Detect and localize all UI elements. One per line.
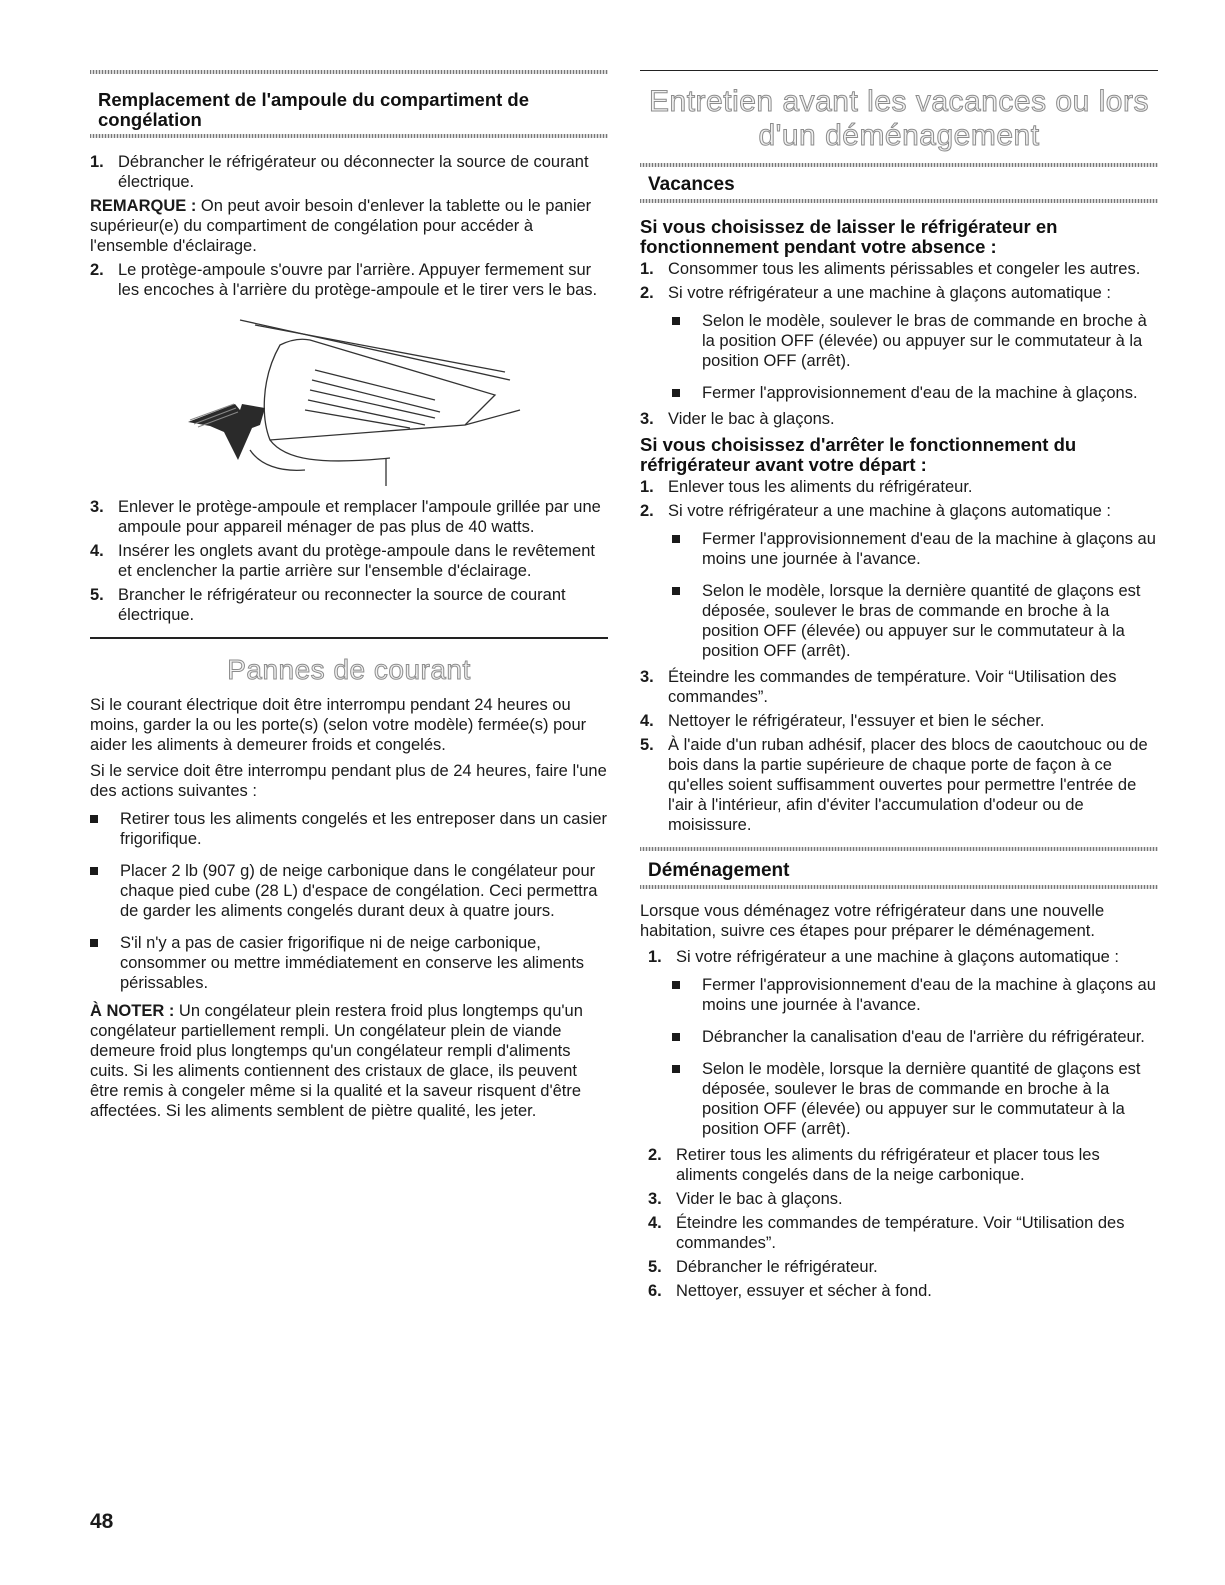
step-number: 3. [640, 668, 654, 686]
vacances-step [640, 501, 1158, 521]
bullet-marker [90, 809, 120, 849]
vacances-step [640, 259, 1158, 279]
demenagement-step [648, 1281, 1158, 1301]
note-text: Un congélateur plein restera froid plus longtemps qu'un congélateur partiellement rempli. Un congélateur plein de viande demeure froid plus longtemps qu'un congélateur rempli d'aliments cuits. Si les aliments contiennent des cristaux de glace, ils peuvent être remis à congeler même si la qualité et la saveur risquent d'être affectées. Si les aliments semblent de piètre qualité, les jeter. [90, 1002, 583, 1120]
outage-bullet [90, 809, 608, 849]
step-number: 3. [90, 498, 104, 516]
vacances-step [640, 409, 1158, 429]
step-number: 6. [648, 1282, 662, 1300]
vacances-title: Vacances [648, 174, 735, 195]
demenagement-step [648, 1189, 1158, 1209]
demenagement-title: Déménagement [648, 860, 790, 881]
step-text: Brancher le réfrigérateur ou reconnecter la source de courant électrique. [118, 586, 566, 624]
step-number: 2. [640, 502, 654, 520]
bullet-marker [90, 861, 120, 921]
bulb-step [90, 260, 608, 300]
outage-paragraph: Si le courant électrique doit être interrompu pendant 24 heures ou moins, garder la ou les porte(s) (selon votre modèle) fermée(s) pour aider les aliments à demeurer froids et congelés. [90, 696, 587, 754]
bullet-marker [672, 1027, 702, 1047]
step-text: Débrancher le réfrigérateur. [676, 1258, 878, 1276]
bullet-marker [672, 311, 702, 371]
section-rule [640, 163, 1158, 167]
bullet-marker [90, 933, 120, 993]
step-number: 3. [640, 410, 654, 428]
bullet-text: Placer 2 lb (907 g) de neige carbonique dans le congélateur pour chaque pied cube (28 L) d'espace de congélation. Ceci permettra de garder les aliments congelés durant deux à quatre jours. [120, 862, 598, 920]
vacances-step [640, 477, 1158, 497]
demenagement-bullet [672, 1027, 1158, 1047]
step-text: Nettoyer, essuyer et sécher à fond. [676, 1282, 932, 1300]
bullet-text: Fermer l'approvisionnement d'eau de la machine à glaçons au moins une journée à l'avance. [702, 976, 1156, 1014]
section-rule [640, 199, 1158, 203]
vacances-bullet [672, 581, 1158, 661]
bullet-text: Selon le modèle, lorsque la dernière quantité de glaçons est déposée, soulever le bras de commande en broche à la position OFF (élevée) ou appuyer sur le commutateur à la position OFF (arrêt). [702, 1060, 1141, 1138]
bulb-step [90, 152, 608, 192]
section-rule [640, 847, 1158, 851]
section-rule [640, 885, 1158, 889]
bulb-step [90, 541, 608, 581]
bullet-marker [672, 975, 702, 1015]
outage-paragraph: Si le service doit être interrompu pendant plus de 24 heures, faire l'une des actions suivantes : [90, 762, 607, 800]
bullet-text: S'il n'y a pas de casier frigorifique ni de neige carbonique, consommer ou mettre immédiatement en conserve les aliments périssables. [120, 934, 585, 992]
step-number: 1. [648, 948, 662, 966]
demenagement-step [648, 1213, 1158, 1253]
section-divider [640, 70, 1158, 71]
step-text: Nettoyer le réfrigérateur, l'essuyer et bien le sécher. [668, 712, 1045, 730]
step-text: Vider le bac à glaçons. [676, 1190, 843, 1208]
step-text: Enlever le protège-ampoule et remplacer l'ampoule grillée par une ampoule pour appareil ménager de pas plus de 40 watts. [118, 498, 601, 536]
bulb-step [90, 497, 608, 537]
step-number: 1. [640, 478, 654, 496]
step-text: Éteindre les commandes de température. Voir “Utilisation des commandes”. [668, 668, 1117, 706]
step-text: Retirer tous les aliments du réfrigérateur et placer tous les aliments congelés dans de la neige carbonique. [676, 1146, 1100, 1184]
main-section-title-line2: d'un déménagement [758, 119, 1040, 152]
note-label: REMARQUE : [90, 197, 197, 215]
main-section-title-line1: Entretien avant les vacances ou lors [649, 85, 1149, 118]
demenagement-step [648, 1257, 1158, 1277]
bullet-text: Débrancher la canalisation d'eau de l'arrière du réfrigérateur. [702, 1028, 1145, 1046]
bulb-cover-illustration [90, 300, 608, 486]
bullet-text: Selon le modèle, soulever le bras de commande en broche à la position OFF (élevée) ou appuyer sur le commutateur à la position OFF (arrêt). [702, 312, 1147, 370]
vacances-step [640, 711, 1158, 731]
step-text: Éteindre les commandes de température. Voir “Utilisation des commandes”. [676, 1214, 1125, 1252]
vacances-bullet [672, 529, 1158, 569]
demenagement-step [648, 1145, 1158, 1185]
bullet-text: Selon le modèle, lorsque la dernière quantité de glaçons est déposée, soulever le bras de commande en broche à la position OFF (élevée) ou appuyer sur le commutateur à la position OFF (arrêt). [702, 582, 1141, 660]
note-text: On peut avoir besoin d'enlever la tablette ou le panier supérieur(e) du compartiment de congélation pour accéder à l'ensemble d'éclairage. [90, 197, 592, 255]
page-number: 48 [90, 1510, 114, 1533]
step-number: 5. [640, 736, 654, 754]
bullet-marker [672, 1059, 702, 1139]
step-text: À l'aide d'un ruban adhésif, placer des blocs de caoutchouc ou de bois dans la partie supérieure de chaque porte de façon à ce qu'elles soient suffisamment ouvertes pour permettre l'entrée de l'air à l'intérieur, afin d'éviter l'accumulation d'odeur ou de moisissure. [668, 736, 1148, 834]
bullet-marker [672, 581, 702, 661]
bulb-note [90, 196, 608, 256]
step-number: 4. [640, 712, 654, 730]
step-text: Si votre réfrigérateur a une machine à glaçons automatique : [668, 284, 1112, 302]
outage-section-title: Pannes de courant [227, 654, 471, 685]
section-rule [90, 70, 608, 74]
note-label: À NOTER : [90, 1002, 175, 1020]
step-number: 1. [90, 153, 104, 171]
demenagement-steps [648, 947, 1158, 1301]
bulb-section-title: Remplacement de l'ampoule du compartiment de congélation [98, 89, 530, 130]
demenagement-bullet-group [672, 975, 1158, 1139]
vacances-bullet-group [672, 311, 1158, 403]
outage-bullet [90, 861, 608, 921]
outage-note [90, 1001, 608, 1121]
step-number: 4. [90, 542, 104, 560]
step-number: 2. [640, 284, 654, 302]
vacances-subheading: Si vous choisissez de laisser le réfrigérateur en fonctionnement pendant votre absence : [640, 216, 1058, 257]
bullet-marker [672, 529, 702, 569]
section-rule [90, 134, 608, 138]
step-number: 4. [648, 1214, 662, 1232]
demenagement-intro: Lorsque vous déménagez votre réfrigérateur dans une nouvelle habitation, suivre ces étapes pour préparer le déménagement. [640, 902, 1105, 940]
bullet-text: Retirer tous les aliments congelés et les entreposer dans un casier frigorifique. [120, 810, 607, 848]
step-text: Insérer les onglets avant du protège-ampoule dans le revêtement et enclencher la partie arrière sur l'ensemble d'éclairage. [118, 542, 595, 580]
step-text: Si votre réfrigérateur a une machine à glaçons automatique : [676, 948, 1120, 966]
step-number: 3. [648, 1190, 662, 1208]
step-text: Vider le bac à glaçons. [668, 410, 835, 428]
demenagement-step [648, 947, 1158, 967]
section-divider [90, 637, 608, 639]
outage-bullet [90, 933, 608, 993]
vacances-bullet [672, 383, 1158, 403]
step-number: 1. [640, 260, 654, 278]
vacances-step [640, 667, 1158, 707]
step-number: 2. [648, 1146, 662, 1164]
step-text: Enlever tous les aliments du réfrigérateur. [668, 478, 973, 496]
step-text: Débrancher le réfrigérateur ou déconnecter la source de courant électrique. [118, 153, 589, 191]
step-number: 5. [90, 586, 104, 604]
left-column [90, 70, 608, 1121]
bulb-steps-after [90, 497, 608, 625]
bulb-step [90, 585, 608, 625]
vacances-subheading: Si vous choisissez d'arrêter le fonctionnement du réfrigérateur avant votre départ : [640, 434, 1077, 475]
bullet-marker [672, 383, 702, 403]
bullet-text: Fermer l'approvisionnement d'eau de la machine à glaçons au moins une journée à l'avance. [702, 530, 1156, 568]
vacances-step [640, 283, 1158, 303]
step-number: 2. [90, 261, 104, 279]
vacances-bullet-group [672, 529, 1158, 661]
right-column [640, 70, 1158, 1301]
step-text: Consommer tous les aliments périssables et congeler les autres. [668, 260, 1141, 278]
demenagement-bullet [672, 1059, 1158, 1139]
vacances-bullet [672, 311, 1158, 371]
bullet-text: Fermer l'approvisionnement d'eau de la machine à glaçons. [702, 384, 1138, 402]
step-text: Si votre réfrigérateur a une machine à glaçons automatique : [668, 502, 1112, 520]
step-number: 5. [648, 1258, 662, 1276]
demenagement-bullet [672, 975, 1158, 1015]
step-text: Le protège-ampoule s'ouvre par l'arrière. Appuyer fermement sur les encoches à l'arrière du protège-ampoule et le tirer vers le bas. [118, 261, 598, 299]
vacances-step [640, 735, 1158, 835]
